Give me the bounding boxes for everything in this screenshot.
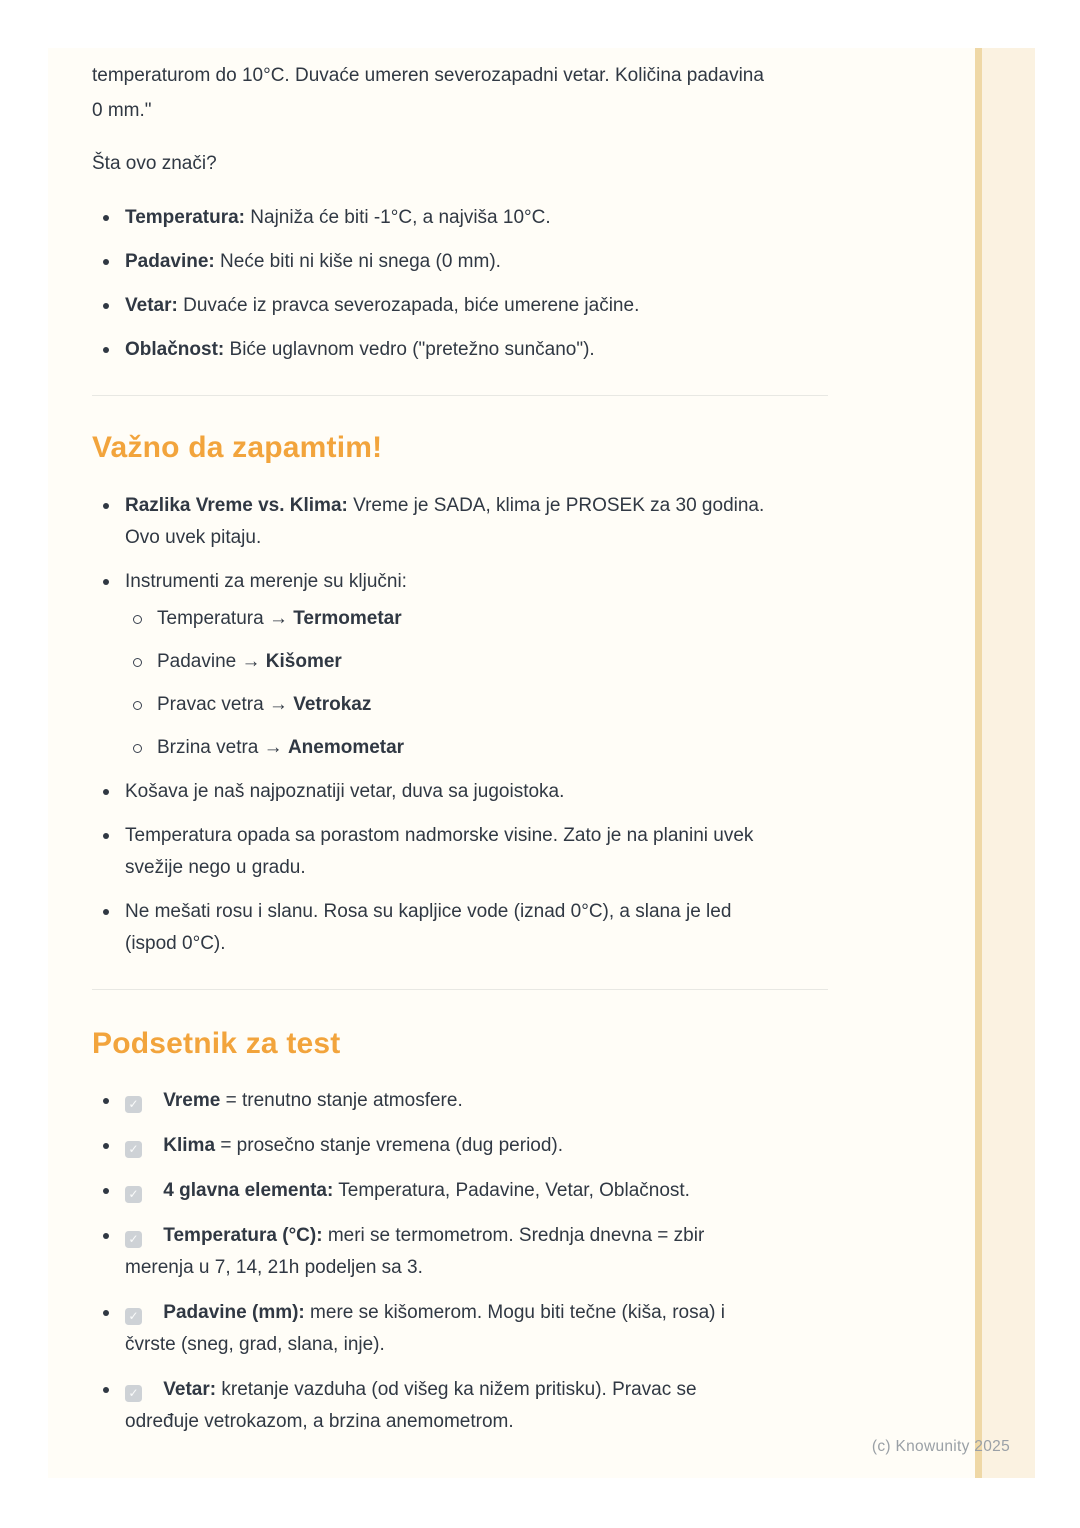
measure-text: Temperatura → [157, 608, 288, 629]
divider [92, 989, 828, 990]
item-text: kretanje vazduha (od višeg ka nižem pritisku). Pravac se [221, 1379, 697, 1400]
bullet-icon [103, 347, 109, 353]
bullet-icon [103, 303, 109, 309]
bullet-icon [103, 1098, 109, 1104]
bullet-icon [103, 789, 109, 795]
term-label: Vreme [163, 1090, 221, 1111]
term-label: Temperatura (°C): [163, 1225, 323, 1246]
item-text-line-2: svežije nego u gradu. [125, 857, 306, 878]
list-item [92, 202, 828, 234]
intro-line-2: 0 mm." [92, 100, 152, 121]
checklist-item [92, 1220, 828, 1284]
item-text: = prosečno stanje vremena (dug period). [220, 1135, 564, 1156]
item-text: Temperatura opada sa porastom nadmorske visine. Zato je na planini uvek [125, 825, 754, 846]
question-text: Šta ovo znači? [92, 153, 217, 174]
term-label: Vetar: [163, 1379, 217, 1400]
checklist-item [92, 1130, 828, 1162]
list-item [125, 646, 828, 678]
footer-credit: (c) Knowunity 2025 [871, 1438, 1010, 1455]
instrument-name: Kišomer [265, 651, 342, 672]
bullet-icon [103, 503, 109, 509]
item-text: meri se termometrom. Srednja dnevna = zbir [327, 1225, 705, 1246]
instrument-name: Vetrokaz [293, 694, 372, 715]
instruments-list [125, 603, 828, 764]
list-item [92, 566, 828, 764]
check-icon: ✓ [128, 1097, 139, 1111]
intro-line-1: temperaturom do 10°C. Duvaće umeren severozapadni vetar. Količina padavina [92, 65, 764, 86]
checkbox-checked-icon [125, 1308, 142, 1325]
item-text-line-2: određuje vetrokazom, a brzina anemometrom. [125, 1411, 514, 1432]
measure-text: Padavine → [157, 651, 261, 672]
list-item [92, 246, 828, 278]
term-label: Padavine (mm): [163, 1302, 305, 1323]
term-label: Vetar: [125, 295, 178, 316]
item-text-line-2: čvrste (sneg, grad, slana, inje). [125, 1334, 385, 1355]
instrument-name: Anemometar [287, 737, 405, 758]
item-text: = trenutno stanje atmosfere. [225, 1090, 463, 1111]
checklist-item [92, 1085, 828, 1117]
list-item [92, 820, 828, 884]
important-list [92, 490, 828, 960]
intro-paragraph [92, 48, 828, 128]
bullet-icon [103, 1233, 109, 1239]
term-label: Temperatura: [125, 207, 246, 228]
checkbox-checked-icon [125, 1231, 142, 1248]
document-page [48, 48, 1035, 1478]
document-content [92, 48, 828, 1451]
measure-text: Pravac vetra → [157, 694, 288, 715]
list-item [92, 290, 828, 322]
instrument-name: Termometar [293, 608, 402, 629]
bullet-icon [103, 1188, 109, 1194]
list-item [92, 896, 828, 960]
check-icon: ✓ [128, 1309, 139, 1323]
item-text: Duvaće iz pravca severozapada, biće umerene jačine. [183, 295, 640, 316]
item-text: Instrumenti za merenje su ključni: [125, 571, 407, 592]
checkbox-checked-icon [125, 1096, 142, 1113]
item-text: mere se kišomerom. Mogu biti tečne (kiša, rosa) i [310, 1302, 726, 1323]
bullet-icon [103, 909, 109, 915]
item-text: Vreme je SADA, klima je PROSEK za 30 godina. [353, 495, 765, 516]
list-item [125, 732, 828, 764]
item-text: Košava je naš najpoznatiji vetar, duva sa jugoistoka. [125, 781, 565, 802]
term-label: 4 glavna elementa: [163, 1180, 334, 1201]
checklist-item [92, 1374, 828, 1438]
term-label: Razlika Vreme vs. Klima: [125, 495, 348, 516]
divider [92, 395, 828, 396]
section-title-reminder: Podsetnik za test [92, 1027, 341, 1060]
bullet-icon [103, 259, 109, 265]
measure-text: Brzina vetra → [157, 737, 283, 758]
reminder-checklist [92, 1085, 828, 1438]
check-icon: ✓ [128, 1386, 139, 1400]
check-icon: ✓ [128, 1142, 139, 1156]
bullet-icon [103, 579, 109, 585]
list-item [92, 334, 828, 366]
list-item [92, 490, 828, 554]
item-text-line-2: (ispod 0°C). [125, 933, 226, 954]
term-label: Klima [163, 1135, 216, 1156]
checkbox-checked-icon [125, 1385, 142, 1402]
checklist-item [92, 1297, 828, 1361]
item-text: Neće biti ni kiše ni snega (0 mm). [220, 251, 501, 272]
term-label: Oblačnost: [125, 339, 225, 360]
bullet-icon [103, 1387, 109, 1393]
item-text: Temperatura, Padavine, Vetar, Oblačnost. [338, 1180, 690, 1201]
item-text: Biće uglavnom vedro ("pretežno sunčano"). [229, 339, 595, 360]
item-text-line-2: merenja u 7, 14, 21h podeljen sa 3. [125, 1257, 423, 1278]
section-title-important: Važno da zapamtim! [92, 431, 383, 464]
item-text: Ne mešati rosu i slanu. Rosa su kapljice vode (iznad 0°C), a slana je led [125, 901, 732, 922]
circle-bullet-icon [133, 744, 142, 753]
term-label: Padavine: [125, 251, 215, 272]
list-item [125, 603, 828, 635]
circle-bullet-icon [133, 701, 142, 710]
item-text: Najniža će biti -1°C, a najviša 10°C. [250, 207, 551, 228]
item-text-line-2: Ovo uvek pitaju. [125, 527, 262, 548]
circle-bullet-icon [133, 615, 142, 624]
bullet-icon [103, 215, 109, 221]
bullet-icon [103, 1310, 109, 1316]
bullet-icon [103, 1143, 109, 1149]
check-icon: ✓ [128, 1187, 139, 1201]
check-icon: ✓ [128, 1232, 139, 1246]
checklist-item [92, 1175, 828, 1207]
bullet-icon [103, 833, 109, 839]
checkbox-checked-icon [125, 1186, 142, 1203]
right-accent-panel [975, 48, 1035, 1478]
circle-bullet-icon [133, 658, 142, 667]
list-item [92, 776, 828, 808]
meaning-list [92, 202, 828, 366]
checkbox-checked-icon [125, 1141, 142, 1158]
list-item [125, 689, 828, 721]
